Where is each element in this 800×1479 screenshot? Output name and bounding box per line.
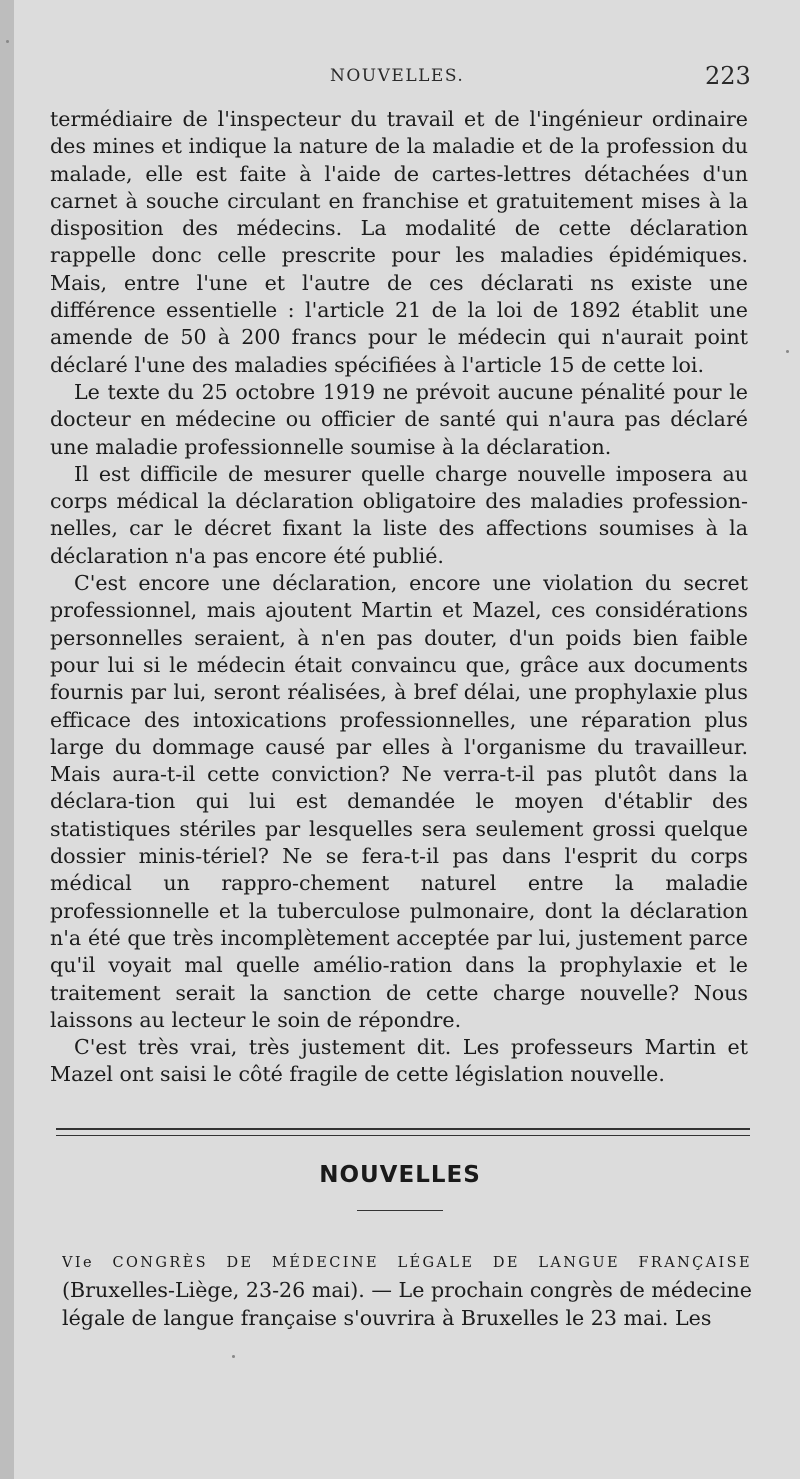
paragraph-continued: termédiaire de l'inspecteur du travail et de l'ingénieur ordinaire des mines et indique la nature de la maladie et de la profession du malade, elle est faite à l'aide de cartes-lettres détachées d'un carnet à souche circulant en franchise et gratuitement mises à la disposition des médecins. La modalité de cette déclaration rappelle donc celle prescrite pour les maladies épidémiques. Mais, entre l'une et l'autre de ces déclarati ns existe une différence essentielle : l'article 21 de la loi de 1892 établit une amende de 50 à 200 francs pour le médecin qui n'aurait point déclaré l'une des maladies spécifiées à l'article 15 de cette loi.	[50, 107, 748, 377]
news-item	[62, 1250, 752, 1332]
paragraph: C'est très vrai, très justement dit. Les professeurs Martin et Mazel ont saisi le côté fragile de cette législation nouvelle.	[50, 1035, 748, 1087]
double-rule-bottom	[56, 1135, 750, 1136]
scan-speck	[232, 1355, 235, 1358]
section-underline	[357, 1210, 443, 1211]
news-heading: VIe CONGRÈS DE MÉDECINE LÉGALE DE LANGUE FRANÇAISE	[62, 1255, 752, 1271]
running-head	[0, 62, 800, 96]
news-text: (Bruxelles-Liège, 23-26 mai). — Le prochain congrès de médecine légale de langue française s'ouvrira à Bruxelles le 23 mai. Les	[62, 1278, 752, 1330]
paragraph: Il est difficile de mesurer quelle charge nouvelle imposera au corps médical la déclaration obligatoire des maladies profession-nelles, car le décret fixant la liste des affections soumises à la déclaration n'a pas encore été publié.	[50, 461, 748, 568]
page-edge-shadow	[0, 0, 14, 1479]
paragraph: Le texte du 25 octobre 1919 ne prévoit aucune pénalité pour le docteur en médecine ou officier de santé qui n'aura pas déclaré une maladie professionnelle soumise à la déclaration.	[50, 379, 748, 459]
paragraph: C'est encore une déclaration, encore une violation du secret professionnel, mais ajoutent Martin et Mazel, ces considérations personnelles seraient, à n'en pas douter, d'un poids bien faible pour lui si le médecin était convaincu que, grâce aux documents fournis par lui, seront réalisées, à bref délai, une prophylaxie plus efficace des intoxications professionnelles, une réparation plus large du dommage causé par elles à l'organisme du travailleur. Mais aura-t-il cette conviction? Ne verra-t-il pas plutôt dans la déclara-tion qui lui est demandée le moyen d'établir des statistiques stériles par lesquelles sera seulement grossi quelque dossier minis-tériel? Ne se fera-t-il pas dans l'esprit du corps médical un rappro-chement naturel entre la maladie professionnelle et la tuberculose pulmonaire, dont la déclaration n'a été que très incomplètement acceptée par lui, justement parce qu'il voyait mal quelle amélio-ration dans la prophylaxie et le traitement serait la sanction de cette charge nouvelle? Nous laissons au lecteur le soin de répondre.	[50, 571, 748, 1032]
scan-speck	[786, 350, 789, 353]
running-title: NOUVELLES.	[330, 66, 465, 86]
scan-speck	[6, 40, 9, 43]
article-body	[50, 106, 748, 1089]
double-rule-top	[56, 1128, 750, 1130]
page-number: 223	[705, 62, 751, 90]
section-title: NOUVELLES	[319, 1162, 481, 1188]
